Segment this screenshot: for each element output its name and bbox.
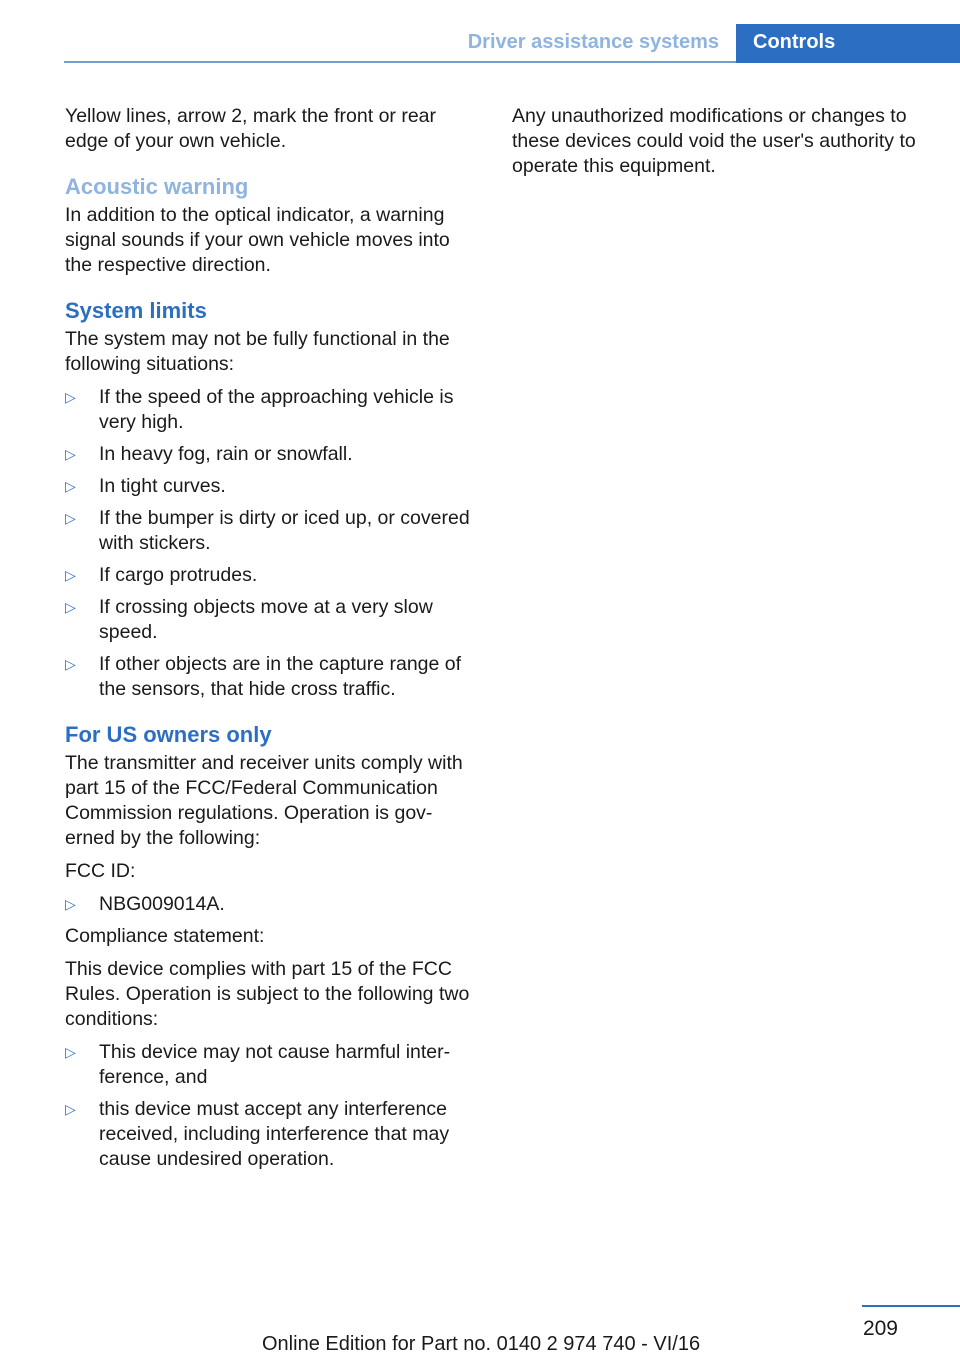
list-item [65,1097,480,1172]
fcc-id-list [65,892,480,917]
list-item [65,563,480,588]
list-item [65,1040,480,1090]
page-number: 209 [862,1317,898,1340]
us-owners-heading: For US owners only [65,722,272,747]
list-item [65,595,480,645]
edition-footer: Online Edition for Part no. 0140 2 974 740 - VI/16 [262,1333,701,1355]
list-item-text: In tight curves. [99,475,226,497]
list-item [65,652,480,702]
acoustic-warning-text: In addition to the optical indicator, a warning signal sounds if your own vehicle moves into the respective direction. [65,204,450,276]
triangle-bullet-icon: ▷ [65,567,76,583]
triangle-bullet-icon: ▷ [65,510,76,526]
list-item-text: This device may not cause harmful inter‐ference, and [99,1041,451,1088]
list-item-text: If the bumper is dirty or iced up, or covered with stickers. [99,507,470,554]
fcc-id-label: FCC ID: [65,860,136,882]
compliance-label: Compliance statement: [65,925,265,947]
us-owners-text: The transmitter and receiver units comply with part 15 of the FCC/Federal Communication Commission regulations. Operation is gov‐erned by the following: [65,752,463,849]
list-item [65,442,480,467]
list-item-text: If cargo protrudes. [99,564,258,586]
system-limits-list [65,385,480,702]
triangle-bullet-icon: ▷ [65,599,76,615]
list-item [65,385,480,435]
list-item-text: If the speed of the approaching vehicle is very high. [99,386,454,433]
triangle-bullet-icon: ▷ [65,1044,76,1060]
list-item [65,474,480,499]
list-item-text: If crossing objects move at a very slow speed. [99,596,433,643]
triangle-bullet-icon: ▷ [65,446,76,462]
list-item [65,506,480,556]
right-column [512,104,937,187]
footer-rule [862,1305,960,1307]
list-item-text: If other objects are in the capture range of the sensors, that hide cross traffic. [99,653,462,700]
triangle-bullet-icon: ▷ [65,478,76,494]
triangle-bullet-icon: ▷ [65,1101,76,1117]
system-limits-text: The system may not be fully functional in the following situations: [65,328,450,375]
conditions-list [65,1040,480,1172]
list-item-text: In heavy fog, rain or snowfall. [99,443,353,465]
list-item-text: NBG009014A. [99,893,225,915]
list-item-text: this device must accept any interference received, including interference that may cause undesired operation. [99,1098,450,1170]
compliance-text: This device complies with part 15 of the FCC Rules. Operation is subject to the following two conditions: [65,958,470,1030]
triangle-bullet-icon: ▷ [65,656,76,672]
intro-paragraph: Yellow lines, arrow 2, mark the front or rear edge of your own vehicle. [65,105,437,152]
triangle-bullet-icon: ▷ [65,896,76,912]
header-tab-controls: Controls [736,24,960,63]
modifications-paragraph: Any unauthorized modifications or changes to these devices could void the user's authority to operate this equipment. [512,105,916,177]
acoustic-warning-heading: Acoustic warning [65,174,249,199]
list-item [65,892,480,917]
header-section-title: Driver assistance systems [467,31,719,53]
left-column [65,104,480,1179]
triangle-bullet-icon: ▷ [65,389,76,405]
system-limits-heading: System limits [65,298,207,323]
